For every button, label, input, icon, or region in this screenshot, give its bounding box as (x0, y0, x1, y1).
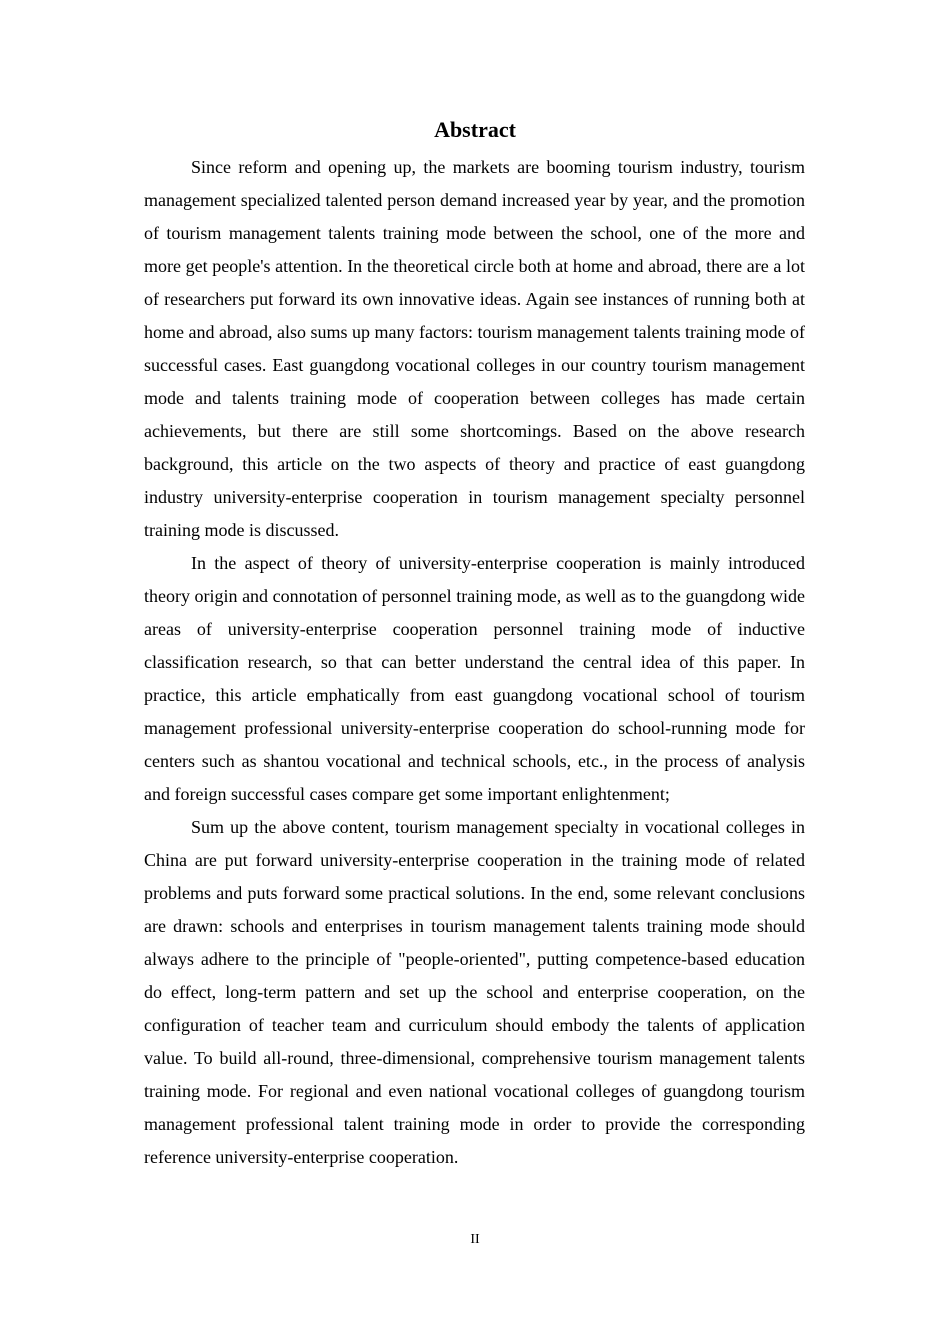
page-title: Abstract (434, 117, 516, 142)
abstract-body (144, 151, 805, 1174)
abstract-paragraph-2: In the aspect of theory of university-enterprise cooperation is mainly introduced theory origin and connotation of personnel training mode, as well as to the guangdong wide areas of university-enterprise cooperation personnel training mode of inductive classification research, so that can better understand the central idea of this paper. In practice, this article emphatically from east guangdong vocational school of tourism management professional university-enterprise cooperation do school-running mode for centers such as shantou vocational and technical schools, etc., in the process of analysis and foreign successful cases compare get some important enlightenment; (144, 553, 805, 804)
abstract-paragraph-3: Sum up the above content, tourism management specialty in vocational colleges in China are put forward university-enterprise cooperation in the training mode of related problems and puts forward some practical solutions. In the end, some relevant conclusions are drawn: schools and enterprises in tourism management talents training mode should always adhere to the principle of "people-oriented", putting competence-based education do effect, long-term pattern and set up the school and enterprise cooperation, on the configuration of teacher team and curriculum should embody the talents of application value. To build all-round, three-dimensional, comprehensive tourism management talents training mode. For regional and even national vocational colleges of guangdong tourism management professional talent training mode in order to provide the corresponding reference university-enterprise cooperation. (144, 817, 805, 1167)
page-number: II (470, 1232, 480, 1247)
abstract-paragraph-1: Since reform and opening up, the markets are booming tourism industry, tourism management specialized talented person demand increased year by year, and the promotion of tourism management talents training mode between the school, one of the more and more get people's attention. In the theoretical circle both at home and abroad, there are a lot of researchers put forward its own innovative ideas. Again see instances of running both at home and abroad, also sums up many factors: tourism management talents training mode of successful cases. East guangdong vocational colleges in our country tourism management mode and talents training mode of cooperation between colleges has made certain achievements, but there are still some shortcomings. Based on the above research background, this article on the two aspects of theory and practice of east guangdong industry university-enterprise cooperation in tourism management specialty personnel training mode is discussed. (144, 157, 805, 540)
